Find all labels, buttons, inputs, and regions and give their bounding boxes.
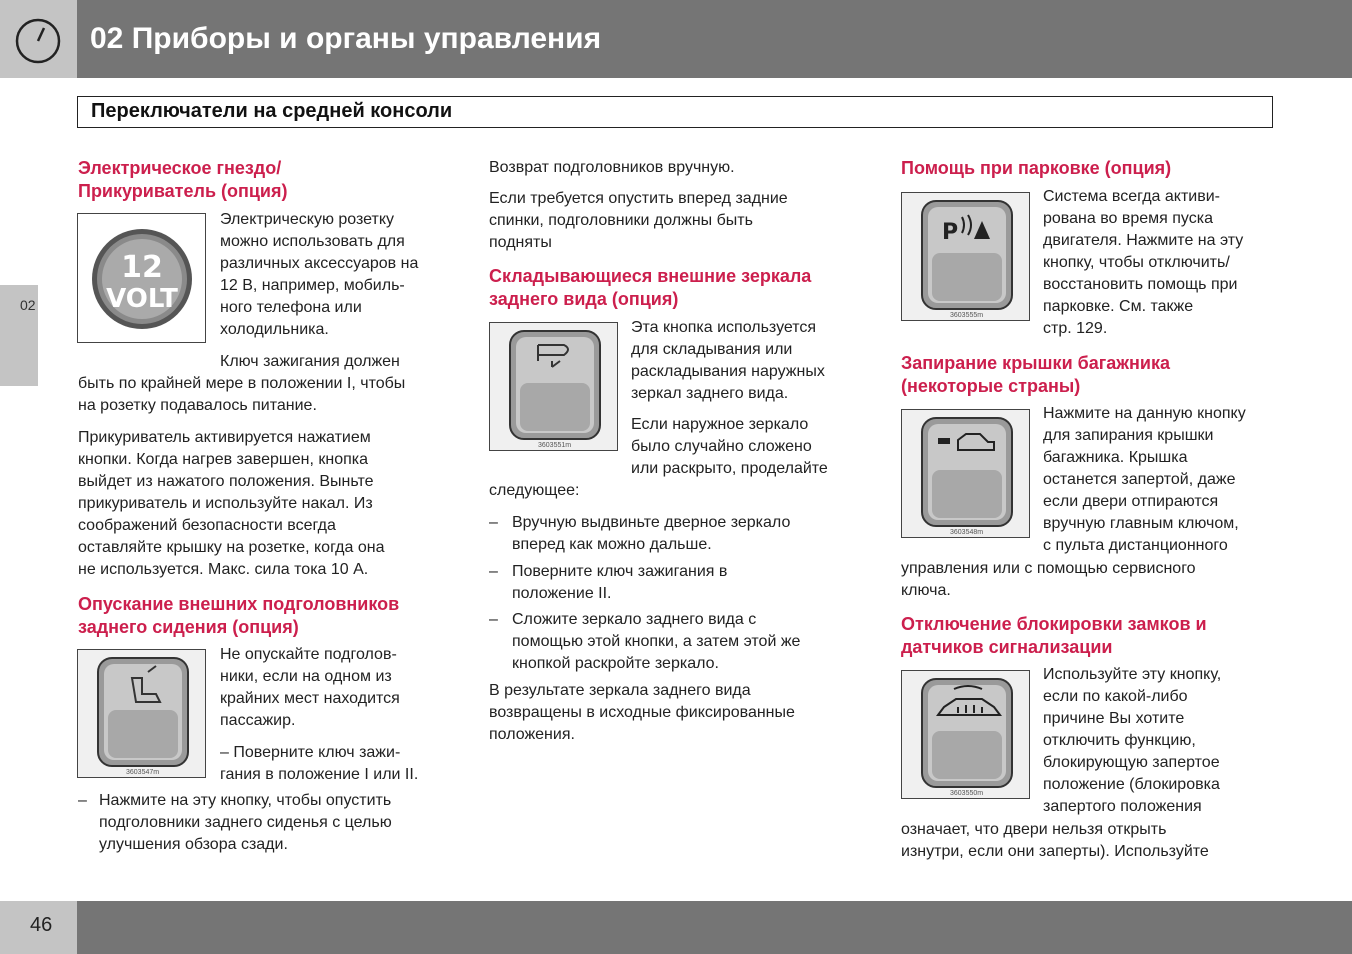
text-line: вручную главным ключом, bbox=[1043, 515, 1239, 532]
text-line: двигателя. Нажмите на эту bbox=[1043, 232, 1244, 249]
text-line: блокирующую запертое bbox=[1043, 754, 1220, 771]
lighter-paragraph bbox=[78, 427, 385, 581]
text-line: – Поверните ключ зажи- bbox=[220, 744, 401, 761]
text-line: Ключ зажигания должен bbox=[220, 353, 400, 370]
text-line: соображений безопасности всегда bbox=[78, 517, 336, 534]
text-line: 12 В, например, мобиль- bbox=[220, 277, 405, 294]
text-line: Эта кнопка используется bbox=[631, 319, 817, 336]
park-assist-text bbox=[1043, 186, 1243, 340]
headrest-text bbox=[220, 644, 400, 732]
power-socket-icon bbox=[78, 214, 207, 344]
bullet-dash: – bbox=[489, 514, 498, 531]
heading-line: Запирание крышки багажника bbox=[901, 353, 1170, 373]
text-line: если по какой-либо bbox=[1043, 688, 1188, 705]
heading-line: Складывающиеся внешние зеркала bbox=[489, 266, 812, 286]
text-line: гания в положение I или II. bbox=[220, 766, 419, 783]
text-line: улучшения обзора сзади. bbox=[99, 836, 288, 853]
trunk-lock-text-after bbox=[901, 558, 1196, 602]
page-number: 46 bbox=[30, 914, 53, 936]
text-line: положения. bbox=[489, 726, 575, 743]
text-line: отключить функцию, bbox=[1043, 732, 1196, 749]
text-line: кнопкой раскройте зеркало. bbox=[512, 655, 719, 672]
text-line: Используйте эту кнопку, bbox=[1043, 666, 1222, 683]
heading-power-socket bbox=[78, 157, 288, 203]
chapter-title: 02 Приборы и органы управления bbox=[90, 22, 602, 55]
park-assist-image bbox=[901, 192, 1030, 321]
trunk-lock-image bbox=[901, 409, 1030, 538]
text-line: спинки, подголовники должны быть bbox=[489, 212, 753, 229]
text-line: изнутри, если они заперты). Используйте bbox=[901, 843, 1209, 860]
text-line: положение (блокировка bbox=[1043, 776, 1220, 793]
text-line: было случайно сложено bbox=[631, 438, 812, 455]
text-line: на розетку подавалось питание. bbox=[78, 397, 317, 414]
text-line: Возврат подголовников вручную. bbox=[489, 159, 735, 176]
mirror-result-paragraph bbox=[489, 680, 795, 746]
text-line: Электрическую розетку bbox=[220, 211, 395, 228]
text-line: или раскрыто, проделайте bbox=[631, 460, 828, 477]
heading-line: датчиков сигнализации bbox=[901, 637, 1113, 657]
mirror-text bbox=[631, 317, 825, 405]
heading-trunk-lock bbox=[901, 352, 1170, 398]
socket-label-bottom: VOLT bbox=[106, 284, 178, 314]
text-line: положение II. bbox=[512, 585, 612, 602]
text-line: Нажмите на эту кнопку, чтобы опустить bbox=[99, 792, 392, 809]
text-line: для запирания крышки bbox=[1043, 427, 1214, 444]
heading-lock-sensors bbox=[901, 613, 1207, 659]
text-line: пассажир. bbox=[220, 712, 296, 729]
headrest-text-2 bbox=[220, 742, 418, 786]
text-line: с пульта дистанционного bbox=[1043, 537, 1228, 554]
text-line: зеркал заднего вида. bbox=[631, 385, 789, 402]
headrest-bullet bbox=[99, 790, 392, 856]
socket-text bbox=[220, 209, 418, 341]
text-line: следующее: bbox=[489, 482, 580, 499]
bottom-bar bbox=[77, 901, 1352, 954]
text-line: можно использовать для bbox=[220, 233, 405, 250]
text-line: подняты bbox=[489, 234, 552, 251]
text-line: выйдет из нажатого положения. Выньте bbox=[78, 473, 374, 490]
text-line: стр. 129. bbox=[1043, 320, 1108, 337]
trunk-lock-button-icon bbox=[902, 410, 1031, 539]
section-title: Переключатели на средней консоли bbox=[91, 100, 453, 122]
image-code: 3603550m bbox=[950, 790, 984, 797]
text-line: для складывания или bbox=[631, 341, 793, 358]
socket-label-top: 12 bbox=[121, 250, 163, 285]
heading-line: заднего вида (опция) bbox=[489, 289, 679, 309]
heading-line: (некоторые страны) bbox=[901, 376, 1081, 396]
heading-line: заднего сидения (опция) bbox=[78, 617, 299, 637]
bullet-dash: – bbox=[78, 792, 87, 809]
heading-line: Опускание внешних подголовников bbox=[78, 594, 400, 614]
text-line: Если наружное зеркало bbox=[631, 416, 809, 433]
text-line: Если требуется опустить вперед задние bbox=[489, 190, 788, 207]
text-line: Поверните ключ зажигания в bbox=[512, 563, 728, 580]
lock-sensors-button-icon bbox=[902, 671, 1031, 800]
text-line: не используется. Макс. сила тока 10 А. bbox=[78, 561, 369, 578]
text-line: крайних мест находится bbox=[220, 690, 400, 707]
text-line: ники, если на одном из bbox=[220, 668, 392, 685]
text-line: различных аксессуаров на bbox=[220, 255, 419, 272]
text-line: возвращены в исходные фиксированные bbox=[489, 704, 795, 721]
headrest-button-image bbox=[77, 649, 206, 778]
mirror-bullet-2 bbox=[512, 561, 727, 605]
bullet-dash: – bbox=[489, 611, 498, 628]
headrest-button-icon bbox=[78, 650, 207, 779]
text-line: запертого положения bbox=[1043, 798, 1202, 815]
text-line: подголовники заднего сиденья с целью bbox=[99, 814, 392, 831]
image-code: 3603548m bbox=[950, 529, 984, 536]
text-line: управления или с помощью сервисного bbox=[901, 560, 1196, 577]
lock-sensors-text-after bbox=[901, 819, 1209, 863]
text-line: прикуриватель и используйте накал. Из bbox=[78, 495, 373, 512]
text-line: означает, что двери нельзя открыть bbox=[901, 821, 1167, 838]
text-line: рована во время пуска bbox=[1043, 210, 1213, 227]
text-line: ного телефона или bbox=[220, 299, 362, 316]
text-line: Сложите зеркало заднего вида с bbox=[512, 611, 757, 628]
mirror-text-2 bbox=[631, 414, 828, 480]
mirror-bullet-3 bbox=[512, 609, 800, 675]
text-line: Нажмите на данную кнопку bbox=[1043, 405, 1246, 422]
text-line: восстановить помощь при bbox=[1043, 276, 1238, 293]
text-line: Система всегда активи- bbox=[1043, 188, 1221, 205]
svg-text:P: P bbox=[942, 220, 959, 245]
mirror-button-image bbox=[489, 322, 618, 451]
mirror-fold-button-icon bbox=[490, 323, 619, 452]
text-line: раскладывания наружных bbox=[631, 363, 825, 380]
text-line: Прикуриватель активируется нажатием bbox=[78, 429, 371, 446]
text-line: холодильника. bbox=[220, 321, 329, 338]
chapter-side-tab-label: 02 bbox=[20, 297, 36, 313]
text-line: кнопку, чтобы отключить/ bbox=[1043, 254, 1230, 271]
heading-line: Помощь при парковке (опция) bbox=[901, 158, 1172, 178]
image-code: 3603551m bbox=[538, 442, 572, 449]
text-line: вперед как можно дальше. bbox=[512, 536, 712, 553]
text-line: оставляйте крышку на розетке, когда она bbox=[78, 539, 385, 556]
lock-sensors-text bbox=[1043, 664, 1221, 818]
text-line: останется запертой, даже bbox=[1043, 471, 1236, 488]
heading-park-assist bbox=[901, 157, 1171, 180]
text-line: Не опускайте подголов- bbox=[220, 646, 397, 663]
heading-headrests bbox=[78, 593, 399, 639]
text-line: багажника. Крышка bbox=[1043, 449, 1188, 466]
speedometer-icon bbox=[0, 0, 77, 78]
heading-line: Отключение блокировки замков и bbox=[901, 614, 1207, 634]
text-line: Вручную выдвиньте дверное зеркало bbox=[512, 514, 791, 531]
image-code: 3603547m bbox=[126, 769, 160, 776]
text-line: парковке. См. также bbox=[1043, 298, 1194, 315]
image-code: 3603555m bbox=[950, 312, 984, 319]
mirror-bullet-1 bbox=[512, 512, 790, 556]
trunk-lock-text bbox=[1043, 403, 1246, 557]
text-line: В результате зеркала заднего вида bbox=[489, 682, 751, 699]
text-line: ключа. bbox=[901, 582, 951, 599]
text-line: кнопки. Когда нагрев завершен, кнопка bbox=[78, 451, 369, 468]
park-assist-button-icon bbox=[902, 193, 1031, 322]
lock-sensors-image bbox=[901, 670, 1030, 799]
socket-image bbox=[77, 213, 206, 343]
text-line: быть по крайней мере в положении I, чтобы bbox=[78, 375, 406, 392]
text-line: если двери отпираются bbox=[1043, 493, 1219, 510]
gauge-logo-box bbox=[0, 0, 77, 78]
text-line: причине Вы хотите bbox=[1043, 710, 1185, 727]
heading-line: Прикуриватель (опция) bbox=[78, 181, 288, 201]
fold-backrest-paragraph bbox=[489, 188, 788, 254]
bullet-dash: – bbox=[489, 563, 498, 580]
text-line: помощью этой кнопки, а затем этой же bbox=[512, 633, 801, 650]
heading-mirrors bbox=[489, 265, 811, 311]
heading-line: Электрическое гнездо/ bbox=[78, 158, 282, 178]
